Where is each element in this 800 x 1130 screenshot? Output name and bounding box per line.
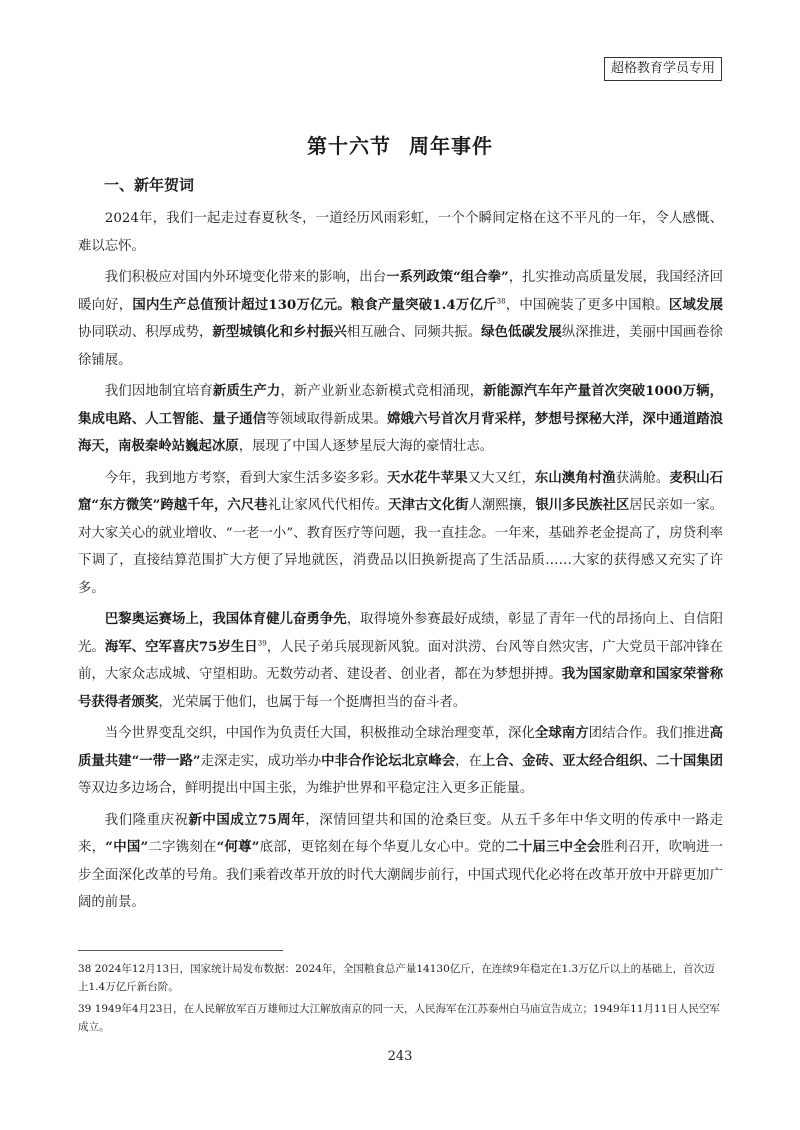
text-run: 底部，更铭刻在每个华夏儿女心中。党的 bbox=[259, 840, 506, 855]
footnote-38: 38 2024年12月13日，国家统计局发布数据：2024年，全国粮食总产量14130亿斤，在连续9年稳定在1.3万亿斤以上的基础上，首次迈上1.4万亿斤新台阶。 bbox=[78, 963, 715, 993]
bold-text: “中国” bbox=[105, 839, 149, 855]
bold-text: 嫦娥六号首次月背采样，梦想号探秘大洋，深中通道踏浪海天，南极秦岭站巍起冰原 bbox=[78, 410, 724, 454]
bold-text: 国内生产总值预计超过130万亿元。粮食产量突破1.4万亿斤 bbox=[132, 296, 497, 313]
text-run: 纵深推进，美丽中国画卷徐徐铺展。 bbox=[78, 325, 724, 368]
bold-text: 麦积山石窟“东方微笑”跨越千年，六尺巷 bbox=[78, 469, 724, 513]
text-run: ，深情回望共和国的沧桑巨变。从五千多年中华文明的传承中一路走来， bbox=[78, 812, 724, 855]
bold-text: 绿色低碳发展 bbox=[481, 324, 562, 340]
text-run: 居民亲如一家。对大家关心的就业增收、“一老一小”、教育医疗等问题，我一直挂念。一年来，基础养老金提高了，房贷利率下调了，直接结算范围扩大方便了异地就医，消费品以旧换新提高了生活品质……大家的获得感又充实了许多。 bbox=[78, 498, 724, 596]
bold-text: 新中国成立75周年 bbox=[188, 811, 306, 828]
bold-text: 新能源汽车年产量首次突破1000万辆，集成电路、人工智能、量子通信 bbox=[78, 383, 724, 427]
paragraph bbox=[78, 264, 723, 374]
text-run: ，扎实推动高质量发展，我国经济回暖向好， bbox=[78, 270, 724, 313]
bold-text: 二十届三中全会 bbox=[505, 839, 601, 855]
text-run: ，光荣属于他们，也属于每一个挺膺担当的奋斗者。 bbox=[158, 694, 467, 710]
bold-text: 新质生产力 bbox=[212, 383, 281, 399]
text-run: 胜利召开，吹响进一步全面深化改革的号角。我们乘着改革开放的时代大潮阔步前行，中国式现代化必将在改革开放中开辟更加广阔的前景。 bbox=[78, 840, 724, 910]
watermark-badge: 超格教育学员专用 bbox=[604, 57, 722, 81]
paragraph bbox=[78, 378, 723, 461]
footnote-ref: 39 bbox=[257, 639, 267, 648]
footnotes bbox=[78, 960, 723, 1040]
text-run: 人潮熙攘， bbox=[468, 498, 536, 513]
paragraph bbox=[78, 465, 723, 603]
text-run: ，展现了中国人逐梦星辰大海的豪情壮志。 bbox=[238, 439, 494, 454]
paragraph bbox=[78, 606, 723, 716]
bold-text: 一系列政策“组合拳” bbox=[386, 269, 509, 285]
text-run: 等领域取得新成果。 bbox=[266, 411, 388, 427]
text-run: 我们因地制宜培育 bbox=[104, 384, 213, 399]
text-run: 今年，我到地方考察，看到大家生活多姿多彩。 bbox=[104, 470, 388, 486]
subheading: 一、新年贺词 bbox=[104, 176, 195, 194]
text-run: 获满舱。 bbox=[615, 470, 670, 486]
footnote-divider bbox=[78, 950, 283, 951]
bold-text: 海军、空军喜庆75岁生日 bbox=[104, 638, 258, 655]
bold-text: 上合、金砖、亚太经合组织、二十国集团 bbox=[481, 752, 724, 769]
footnote-ref: 38 bbox=[496, 297, 506, 306]
text-run: 2024年，我们一起走过春夏秋冬，一道经历风雨彩虹，一个个瞬间定格在这不平凡的一年，令人感慨、难以忘怀。 bbox=[78, 211, 723, 254]
text-run: 我们隆重庆祝 bbox=[104, 812, 189, 828]
text-run: 当今世界变乱交织，中国作为负责任大国，积极推动全球治理变革，深化 bbox=[104, 726, 535, 741]
text-run: 我们积极应对国内外环境变化带来的影响，出台 bbox=[104, 270, 387, 285]
section-name: 周年事件 bbox=[409, 134, 493, 158]
text-run: 又大又红， bbox=[467, 470, 535, 486]
bold-text: 巴黎奥运赛场上，我国体育健儿奋勇争先 bbox=[104, 611, 347, 627]
bold-text: 高质量共建“一带一路” bbox=[78, 725, 724, 769]
bold-text: 东山澳角村渔 bbox=[534, 469, 616, 486]
text-run: ，取得境外参赛最好成绩，彰显了青年一代的昂扬向上、自信阳光。 bbox=[78, 612, 724, 655]
page-number: 243 bbox=[387, 1049, 413, 1064]
text-run: 相互融合、同频共振。 bbox=[346, 325, 482, 340]
bold-text: 全球南方 bbox=[534, 725, 589, 741]
paragraph bbox=[78, 205, 723, 260]
text-run: ，人民子弟兵展现新风貌。面对洪涝、台风等自然灾害，广大党员干部冲锋在前，大家众志成城、守望相助。无数劳动者、建设者、创业者，都在为梦想拼搏。 bbox=[78, 639, 723, 682]
text-run: 走深走实，成功举办 bbox=[200, 753, 322, 769]
bold-text: 新型城镇化和乡村振兴 bbox=[212, 324, 347, 340]
bold-text: 区域发展 bbox=[668, 296, 724, 313]
bold-text: 天津古文化街 bbox=[388, 497, 469, 513]
section-title bbox=[0, 130, 800, 159]
section-number: 第十六节 bbox=[307, 134, 391, 158]
text-run: ，中国碗装了更多中国粮。 bbox=[505, 297, 669, 313]
footnote-39: 39 1949年4月23日，在人民解放军百万雄师过大江解放南京的同一天，人民海军在江苏泰州白马庙宣告成立；1949年11月11日人民空军成立。 bbox=[78, 1003, 720, 1033]
bold-text: “何尊” bbox=[216, 839, 260, 855]
text-run: 协同联动、积厚成势， bbox=[78, 325, 213, 340]
text-run: ，在 bbox=[455, 753, 482, 769]
bold-text: 天水花牛苹果 bbox=[387, 469, 468, 486]
text-run: 礼让家风代代相传。 bbox=[267, 498, 389, 513]
bold-text: 我为国家勋章和国家荣誉称号获得者颁奖 bbox=[78, 666, 724, 710]
bold-text: 银川多民族社区 bbox=[535, 497, 630, 513]
text-run: ，新产业新业态新模式竞相涌现， bbox=[280, 384, 484, 399]
article-body bbox=[78, 205, 723, 921]
paragraph bbox=[78, 720, 723, 803]
text-run: 等双边多边场合，鲜明提出中国主张，为维护世界和平稳定注入更多正能量。 bbox=[78, 781, 534, 796]
text-run: 二字镌刻在 bbox=[148, 840, 217, 855]
paragraph bbox=[78, 807, 723, 917]
bold-text: 中非合作论坛北京峰会 bbox=[321, 752, 456, 769]
text-run: 团结合作。我们推进 bbox=[588, 726, 710, 741]
